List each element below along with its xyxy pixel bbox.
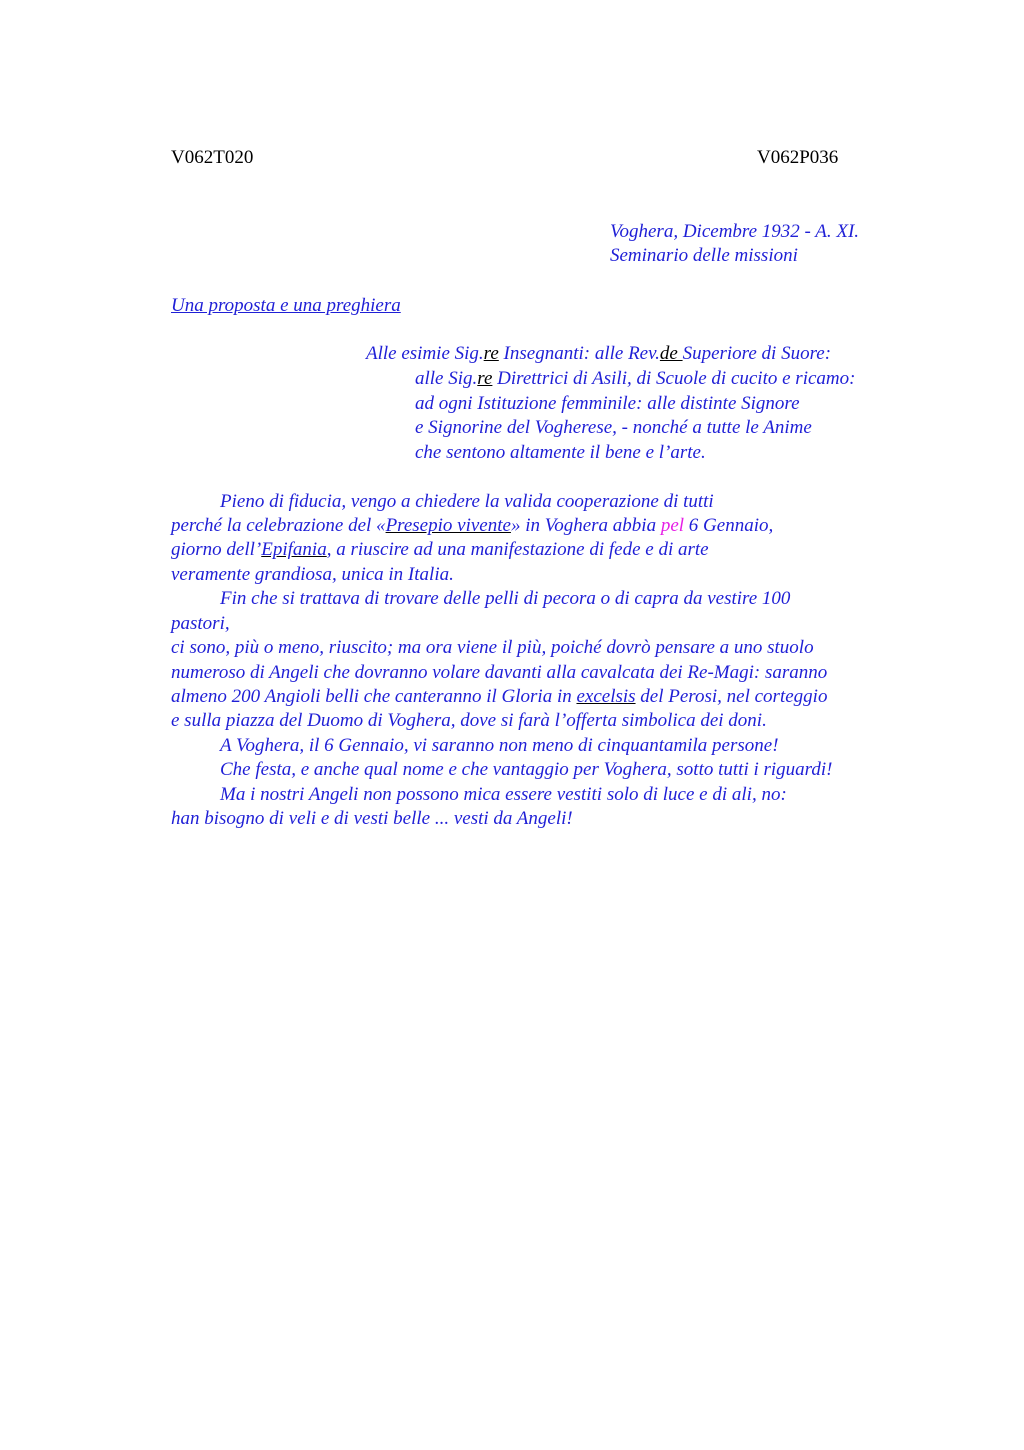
para2-line-4: numeroso di Angeli che dovranno volare davanti alla cavalcata dei Re-Magi: saranno xyxy=(171,662,828,683)
para2-line-2: pastori, xyxy=(171,613,230,634)
excelsis-link: excelsis xyxy=(576,686,636,707)
institution-name: Seminario delle missioni xyxy=(610,245,798,266)
address-line-1-b: Insegnanti: alle Rev. xyxy=(498,343,660,364)
para1-line-2 xyxy=(171,514,773,538)
para2-line-5-b: del Perosi, nel corteggio xyxy=(635,686,828,707)
address-line-1 xyxy=(366,342,831,366)
para1-line-4: veramente grandiosa, unica in Italia. xyxy=(171,564,454,585)
para1-line-3 xyxy=(171,538,709,562)
address-line-2-b: Direttrici di Asili, di Scuole di cucito e ricamo: xyxy=(492,368,856,389)
place-date: Voghera, Dicembre 1932 - A. XI. xyxy=(610,221,860,242)
para1-line-2-c: 6 Gennaio, xyxy=(684,515,774,536)
para1-line-1: Pieno di fiducia, vengo a chiedere la valida cooperazione di tutti xyxy=(220,491,714,512)
para1-line-3-b: , a riuscire ad una manifestazione di fede e di arte xyxy=(326,539,709,560)
address-line-1-c: Superiore di Suore: xyxy=(682,343,832,364)
document-code-left: V062T020 xyxy=(171,147,254,168)
address-line-1-a: Alle esimie Sig. xyxy=(366,343,484,364)
document-code-right: V062P036 xyxy=(757,147,839,168)
address-line-4: e Signorine del Vogherese, - nonché a tutte le Anime xyxy=(415,417,812,438)
para1-line-2-a: perché la celebrazione del « xyxy=(171,515,386,536)
address-line-3: ad ogni Istituzione femminile: alle distinte Signore xyxy=(415,393,800,414)
para2-line-1: Fin che si trattava di trovare delle pelli di pecora o di capra da vestire 100 xyxy=(220,588,791,609)
address-line-2-a: alle Sig. xyxy=(415,368,478,389)
para1-line-2-b: » in Voghera abbia xyxy=(510,515,661,536)
abbrev-re: re xyxy=(483,343,499,364)
presepio-vivente-link: Presepio vivente xyxy=(385,515,511,536)
highlight-pel: pel xyxy=(660,515,685,536)
para1-line-3-a: giorno dell’ xyxy=(171,539,262,560)
address-line-2 xyxy=(415,367,855,391)
para3-line-1: A Voghera, il 6 Gennaio, vi saranno non meno di cinquantamila persone! xyxy=(220,735,779,756)
para4-line-1: Che festa, e anche qual nome e che vantaggio per Voghera, sotto tutti i riguardi! xyxy=(220,759,833,780)
abbrev-de: de xyxy=(659,343,683,364)
para2-line-6: e sulla piazza del Duomo di Voghera, dove si farà l’offerta simbolica dei doni. xyxy=(171,710,767,731)
document-title: Una proposta e una preghiera xyxy=(171,295,401,316)
para5-line-1: Ma i nostri Angeli non possono mica essere vestiti solo di luce e di ali, no: xyxy=(220,784,787,805)
para2-line-5 xyxy=(171,685,827,709)
para5-line-2: han bisogno di veli e di vesti belle ... vesti da Angeli! xyxy=(171,808,573,829)
address-line-5: che sentono altamente il bene e l’arte. xyxy=(415,442,706,463)
para2-line-5-a: almeno 200 Angioli belli che canteranno il Gloria in xyxy=(171,686,577,707)
epifania-link: Epifania xyxy=(261,539,327,560)
abbrev-re-2: re xyxy=(477,368,493,389)
para2-line-3: ci sono, più o meno, riuscito; ma ora viene il più, poiché dovrò pensare a uno stuolo xyxy=(171,637,814,658)
